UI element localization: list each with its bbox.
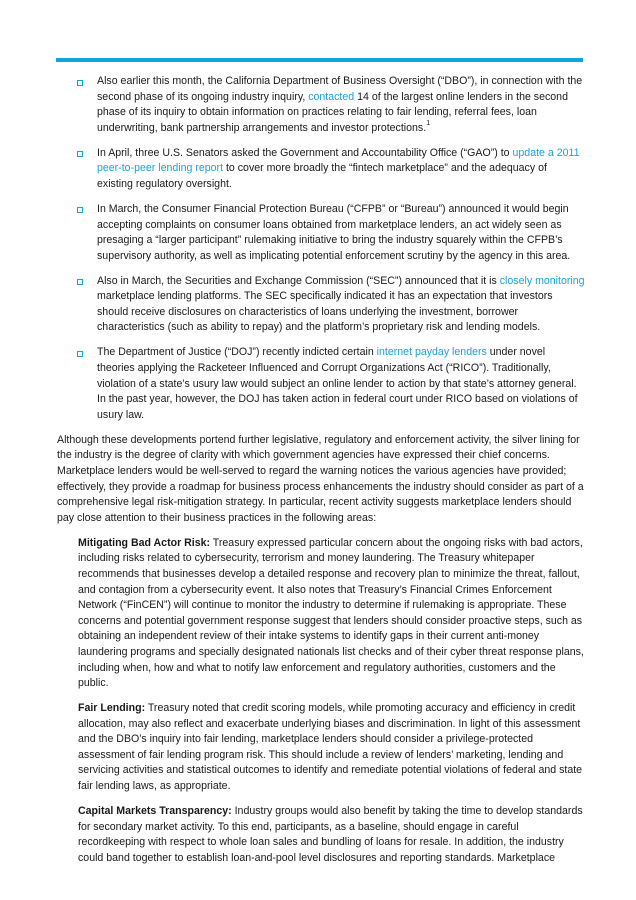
link-gao-report[interactable]: update a 2011 peer-to-peer lending report bbox=[97, 146, 580, 175]
bullet-text: marketplace lending platforms. The SEC specifically indicated it has an expectation that investors should receive disclosures on characteristics of loans underlying the investment, borrower characteristics (such as ability to repay) and the platform’s proprietary risk and lending models. bbox=[97, 290, 553, 334]
bullet-text: Also in March, the Securities and Exchange Commission (“SEC”) announced that it is bbox=[97, 274, 500, 287]
section-capital-markets bbox=[57, 804, 585, 866]
link-closely-monitoring[interactable]: closely monitoring bbox=[499, 274, 585, 287]
hollow-square-bullet-icon bbox=[77, 351, 83, 357]
bullet-text: under novel theories applying the Racketeer Influenced and Corrupt Organizations Act (“RICO”). Traditionally, violation of a state’s usury law would subject an online lender to action by that state’s attorney general. In the past year, however, the DOJ has taken action in federal court under RICO based on violations of usury law. bbox=[97, 346, 578, 421]
link-internet-payday-lenders[interactable]: internet payday lenders bbox=[376, 346, 487, 359]
section-heading: Mitigating Bad Actor Risk: bbox=[78, 536, 211, 549]
section-heading: Fair Lending: bbox=[78, 702, 146, 715]
section-text: Treasury noted that credit scoring models, while promoting accuracy and efficiency in credit allocation, may also reflect and exacerbate underlying biases and discrimination. In light of this assessment and the DBO’s inquiry into fair lending, marketplace lenders should consider a privilege-protected assessment of fair lending program risk. This should include a review of lenders’ marketing, lending and servicing activities and statistical outcomes to identify and remediate potential violations of federal and state fair lending laws, as appropriate. bbox=[78, 702, 583, 793]
section-text: Industry groups would also benefit by taking the time to develop standards for secondary market activity. To this end, participants, as a baseline, should engage in careful recordkeeping with respect to whole loan sales and bundling of loans for resale. In addition, the industry could band together to establish loan-and-pool level disclosures and reporting standards. Marketplace bbox=[78, 805, 583, 864]
section-fair-lending bbox=[57, 701, 585, 795]
bullet-text: In March, the Consumer Financial Protection Bureau (“CFPB” or “Bureau”) announced it would begin accepting complaints on consumer loans obtained from marketplace lenders, an act widely seen as presaging a “larger participant” rulemaking initiative to bring the industry squarely within the CFPB’s supervisory authority, as well as implicating potential enforcement scrutiny by the agency in this area. bbox=[97, 202, 571, 262]
intro-paragraph: Although these developments portend further legislative, regulatory and enforcement activity, the silver lining for the industry is the degree of clarity with which government agencies have expressed their chief concerns. Marketplace lenders would be well-served to regard the warning notices the various agencies have provided; effectively, they provide a roadmap for business process enhancements the industry should consider as part of a comprehensive legal risk-mitigation strategy. In particular, recent activity suggests marketplace lenders should pay close attention to their business practices in the following areas: bbox=[57, 433, 584, 524]
bullet-item-doj bbox=[57, 345, 585, 423]
header-accent-rule bbox=[56, 58, 583, 62]
bullet-text: Also earlier this month, the California Department of Business Oversight (“DBO”), in connection with the second phase of its ongoing industry inquiry, bbox=[97, 75, 583, 103]
bullet-item-dbo bbox=[57, 74, 585, 136]
bullet-item-sec bbox=[57, 274, 585, 336]
bullet-text: 14 of the largest online lenders in the second phase of its inquiry to obtain information on practices relating to fair lending, referral fees, loan underwriting, bank partnership arrangements and investor protections. bbox=[97, 90, 568, 134]
bullet-text: to cover more broadly the “fintech marketplace” and the adequacy of existing regulatory oversight. bbox=[97, 162, 547, 190]
bullet-text: In April, three U.S. Senators asked the Government and Accountability Office (“GAO”) to bbox=[97, 146, 513, 159]
hollow-square-bullet-icon bbox=[77, 279, 83, 285]
section-heading: Capital Markets Transparency: bbox=[78, 805, 232, 818]
document-body bbox=[57, 74, 585, 876]
bullet-item-cfpb bbox=[57, 202, 585, 264]
bullet-text: The Department of Justice (“DOJ”) recently indicted certain bbox=[97, 346, 377, 359]
link-contacted[interactable]: contacted bbox=[308, 90, 355, 103]
footnote-ref[interactable]: 1 bbox=[426, 120, 431, 128]
developments-bullet-list bbox=[57, 74, 585, 423]
section-text: Treasury expressed particular concern about the ongoing risks with bad actors, including risks related to cybersecurity, terrorism and money laundering. The Treasury whitepaper recommends that businesses develop a detailed response and recovery plan to minimize the threat, fallout, and contagion from a cybersecurity event. It also notes that Treasury’s Financial Crimes Enforcement Network (“FinCEN”) will continue to monitor the industry to determine if rulemaking is appropriate. These concerns and potential government response suggest that lenders should consider proactive steps, such as obtaining an independent review of their intake systems to identify gaps in their current anti-money laundering programs and specially designated nationals list checks and of their cyber threat response plans, including when, how and what to notify law enforcement and regulatory authorities, customers and the public. bbox=[78, 536, 584, 690]
hollow-square-bullet-icon bbox=[77, 80, 83, 86]
section-bad-actor-risk bbox=[57, 536, 585, 692]
hollow-square-bullet-icon bbox=[77, 207, 83, 213]
bullet-item-gao bbox=[57, 146, 585, 193]
hollow-square-bullet-icon bbox=[77, 151, 83, 157]
